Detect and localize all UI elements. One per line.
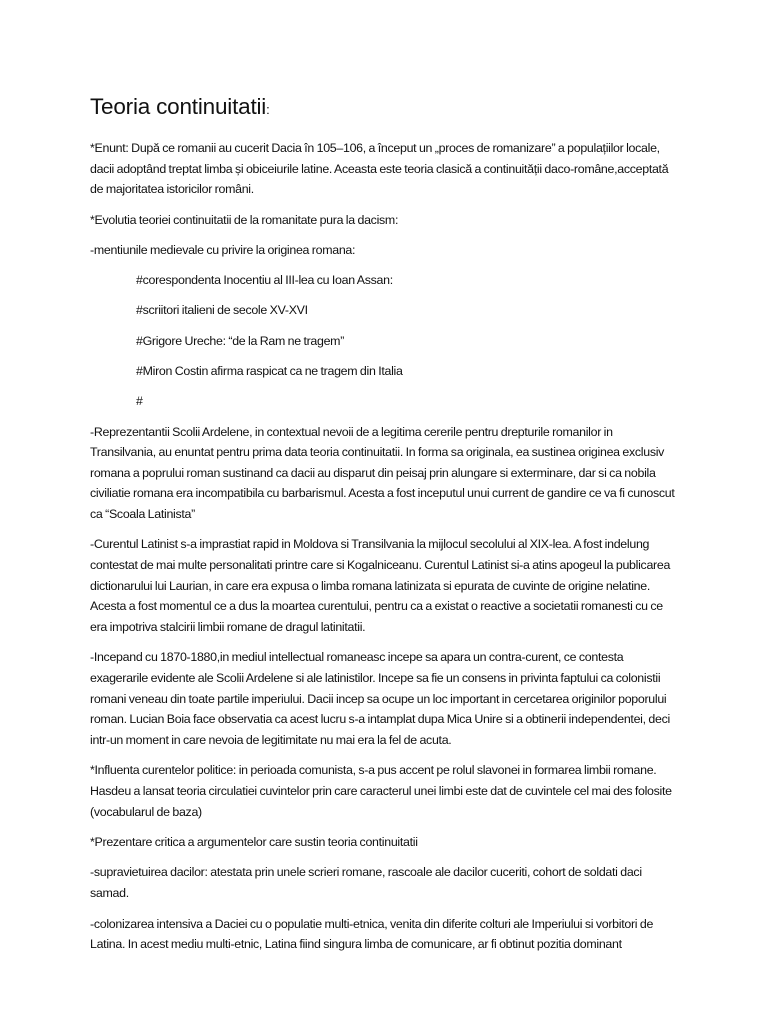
paragraph-influenta: *Influenta curentelor politice: in perioada comunista, s-a pus accent pe rolul slavonei in formarea limbii romane. Hasdeu a lansat teoria circulatiei cuvintelor prin care caracterul unei limbi este dat de cuvintele cel mai des folosite (vocabularul de baza) [90,763,672,819]
paragraph-prezentare: *Prezentare critica a argumentelor care sustin teoria continuitatii [90,835,418,850]
list-item: #Grigore Ureche: “de la Ram ne tragem” [136,333,345,348]
paragraph-mentiunile: -mentiunile medievale cu privire la originea romana: [90,242,356,257]
title-colon: : [266,102,270,117]
paragraph-contra-curent: -Incepand cu 1870-1880,in mediul intellectual romaneasc incepe sa apara un contra-curent, ce contesta exagerarile evidente ale Scolii Ardelene si ale latinistilor. Incepe sa fie un consens in privinta faptului ca colonistii romani veneau din toate partile imperiului. Dacii incep sa ocupe un loc important in cercetarea originilor poporului roman. Lucian Boia face observatia ca acest lucru s-a intamplat dupa Mica Unire si a obtinerii independentei, deci intr-un moment in care nevoia de legitimitate nu mai era la fel de acuta. [90,650,670,747]
paragraph-colonizarea: -colonizarea intensiva a Daciei cu o populatie multi-etnica, venita din diferite colturi ale Imperiului si vorbitori de Latina. In acest mediu multi-etnic, Latina fiind singura limba de comunicare, ar fi obtinut pozitia dominant [90,916,654,952]
page-title [90,93,676,124]
list-item: #scriitori italieni de secole XV-XVI [136,303,308,318]
list-item: #Miron Costin afirma raspicat ca ne tragem din Italia [136,363,403,378]
list-item: # [136,393,143,408]
paragraph-enunt: *Enunt: După ce romanii au cucerit Dacia în 105–106, a început un „proces de romanizare” a populațiilor locale, dacii adoptând treptat limba și obiceiurile latine. Aceasta este teoria clasică a continuității daco-române,acceptată de majoritatea istoricilor români. [90,141,669,197]
paragraph-evolutia: *Evolutia teoriei continuitatii de la romanitate pura la dacism: [90,212,399,227]
paragraph-supravietuirea: -supravietuirea dacilor: atestata prin unele scrieri romane, rascoale ale dacilor cuceriti, cohort de soldati daci samad. [90,865,642,900]
title-text: Teoria continuitatii [90,94,267,119]
list-item: #corespondenta Inocentiu al III-lea cu Ioan Assan: [136,273,393,288]
paragraph-scoala-ardeleana: -Reprezentantii Scolii Ardelene, in contextual nevoii de a legitima cererile pentru drepturile romanilor in Transilvania, au enuntat pentru prima data teoria continuitatii. In forma sa originala, ea sustinea originea exclusiv romana a poprului roman sustinand ca dacii au disparut din peisaj prin alungare si exterminare, dar si ca nobila civiliatie romana era incompatibila cu barbarismul. Acesta a fost inceputul unui current de gandire ce va fi cunoscut ca “Scoala Latinista” [90,424,675,521]
paragraph-curentul-latinist: -Curentul Latinist s-a imprastiat rapid in Moldova si Transilvania la mijlocul secolului al XIX-lea. A fost indelung contestat de mai multe personalitati printre care si Kogalniceanu. Curentul Latinist si-a atins apogeul la publicarea dictionarului lui Laurian, in care era expusa o limba romana latinizata si epurata de cuvinte de origine nelatine. Acesta a fost momentul ce a dus la moartea curentului, pentru ca a existat o reactive a societatii romanesti cu ce era impotriva stalcirii limbii romane de dragul latinitatii. [90,537,671,634]
